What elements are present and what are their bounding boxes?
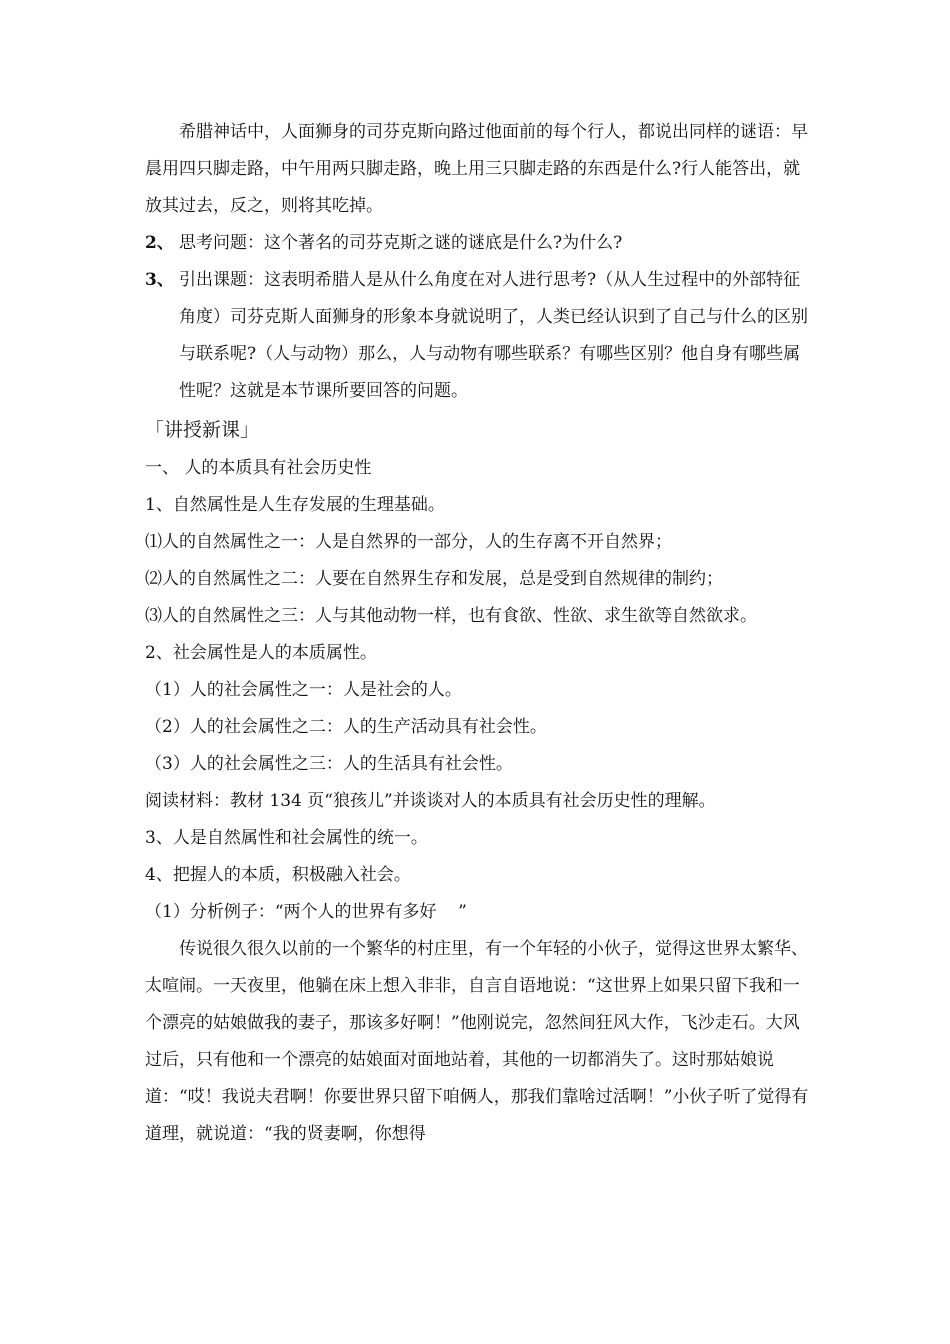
list-number: 3、 xyxy=(145,270,174,290)
story-paragraph: 传说很久很久以前的一个繁华的村庄里，有一个年轻的小伙子，觉得这世界太繁华、太喧闹。一天夜里，他躺在床上想入非非，自言自语地说：“这世界上如果只留下我和一个漂亮的姑娘做我的妻子，那该多好啊！”他刚说完，忽然间狂风大作，飞沙走石。大风过后，只有他和一个漂亮的姑娘面对面地站着，其他的一切都消失了。这时那姑娘说道：“哎！我说夫君啊！你要世界只留下咱俩人，那我们靠啥过活啊！”小伙子听了觉得有道理，就说道：“我的贤妻啊，你想得 xyxy=(145,939,809,1144)
text-line: （2）人的社会属性之二：人的生产活动具有社会性。 xyxy=(145,717,547,737)
text-line: （1）分析例子：“两个人的世界有多好 ” xyxy=(145,902,467,922)
text-line: 阅读材料：教材 134 页“狼孩儿”并谈谈对人的本质具有社会历史性的理解。 xyxy=(145,791,716,811)
text-line: ⑵人的自然属性之二：人要在自然界生存和发展，总是受到自然规律的制约； xyxy=(145,569,723,589)
text-line: 一、 人的本质具有社会历史性 xyxy=(145,458,372,478)
list-item-2 xyxy=(145,225,810,262)
text-line: （1）人的社会属性之一：人是社会的人。 xyxy=(145,680,462,700)
text-line: 3、人是自然属性和社会属性的统一。 xyxy=(145,828,428,848)
list-text: 思考问题：这个著名的司芬克斯之谜的谜底是什么?为什么? xyxy=(179,233,623,253)
text-line: 1、自然属性是人生存发展的生理基础。 xyxy=(145,495,445,515)
text-line: ⑴人的自然属性之一：人是自然界的一部分，人的生存离不开自然界； xyxy=(145,532,672,552)
text-line: 2、社会属性是人的本质属性。 xyxy=(145,643,377,663)
list-item-3 xyxy=(145,262,810,410)
text-line: （3）人的社会属性之三：人的生活具有社会性。 xyxy=(145,754,513,774)
section-heading: 「讲授新课」 xyxy=(145,419,260,441)
text-line: 4、把握人的本质，积极融入社会。 xyxy=(145,865,411,885)
document-body xyxy=(145,114,810,1153)
list-number: 2、 xyxy=(145,233,174,253)
intro-paragraph: 希腊神话中，人面狮身的司芬克斯向路过他面前的每个行人，都说出同样的谜语：早晨用四只脚走路，中午用两只脚走路，晚上用三只脚走路的东西是什么?行人能答出，就放其过去，反之，则将其吃掉。 xyxy=(145,122,808,216)
list-text: 引出课题：这表明希腊人是从什么角度在对人进行思考?（从人生过程中的外部特征角度）司芬克斯人面狮身的形象本身就说明了，人类已经认识到了自己与什么的区别与联系呢?（人与动物）那么，人与动物有哪些联系？有哪些区别？他自身有哪些属性呢？这就是本节课所要回答的问题。 xyxy=(179,270,808,401)
text-line: ⑶人的自然属性之三：人与其他动物一样，也有食欲、性欲、求生欲等自然欲求。 xyxy=(145,606,757,626)
